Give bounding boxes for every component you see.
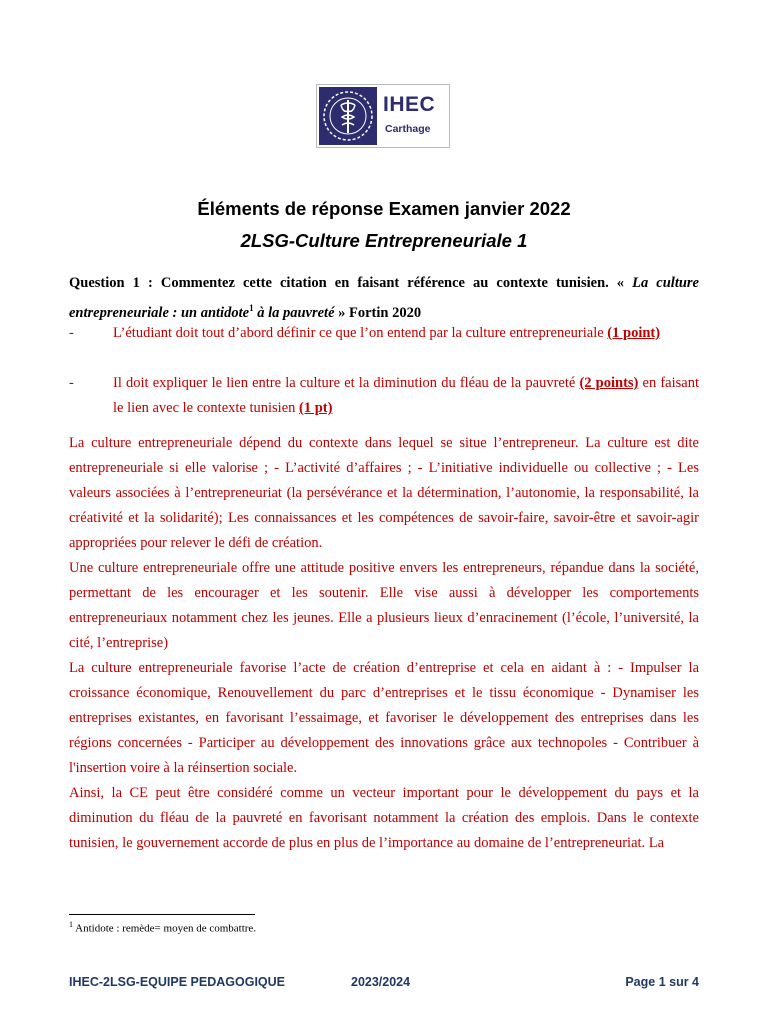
footer-page-number: Page 1 sur 4 bbox=[625, 975, 699, 989]
question-1 bbox=[69, 271, 699, 326]
logo-name: IHEC bbox=[383, 93, 436, 116]
bullet-text: L’étudiant doit tout d’abord définir ce que l’on entend par la culture entrepreneuriale bbox=[113, 325, 608, 341]
bullet-item bbox=[113, 371, 699, 421]
footnote-separator bbox=[69, 914, 255, 915]
footnote bbox=[69, 920, 256, 935]
answer-body bbox=[69, 431, 699, 856]
logo-city: Carthage bbox=[385, 123, 431, 135]
document-subtitle: 2LSG-Culture Entrepreneuriale 1 bbox=[240, 230, 528, 251]
footer-year: 2023/2024 bbox=[351, 975, 411, 989]
bullet-text: Il doit expliquer le lien entre la culture et la diminution du fléau de la pauvreté bbox=[113, 375, 580, 391]
emblem-icon bbox=[319, 87, 377, 145]
quote-author: » Fortin 2020 bbox=[334, 304, 422, 321]
bullet-item bbox=[113, 321, 699, 346]
paragraph: La culture entrepreneuriale favorise l’acte de création d’entreprise et cela en aidant à : - Impulser la croissance économique, Renouvellement du parc d’entreprises et le tissu économique - Dynamiser les entreprises existantes, en favorisant l’essaimage, et favoriser le développement des entreprises dans les régions concernées - Participer au développement des innovations grâce aux technopoles - Contribuer à l'insertion voire à la réinsertion sociale. bbox=[69, 660, 699, 776]
quote-part-1: La culture entrepreneuriale : un antidote bbox=[69, 275, 699, 321]
paragraph: La culture entrepreneuriale dépend du contexte dans lequel se situe l’entrepreneur. La culture est dite entrepreneuriale si elle valorise ; - L’activité d’affaires ; - L’initiative individuelle ou collective ; - Les valeurs associées à l’entrepreneuriat (la persévérance et la détermination, l’autonomie, la responsabilité, la créativité et la solidarité); Les connaissances et les compétences de savoir-faire, savoir-être et savoir-agir appropriées pour relever le défi de création. bbox=[69, 435, 699, 551]
quote-part-2: à la pauvreté bbox=[253, 304, 335, 321]
ihec-logo bbox=[316, 84, 450, 148]
footnote-text: Antidote : remède= moyen de combattre. bbox=[73, 922, 257, 935]
footer-team: IHEC-2LSG-EQUIPE PEDAGOGIQUE bbox=[69, 975, 286, 989]
points-mark: (1 pt) bbox=[299, 400, 333, 416]
paragraph: Ainsi, la CE peut être considéré comme un vecteur important pour le développement du pays et la diminution du fléau de la pauvreté en favorisant notamment la création des emplois. Dans le contexte tunisien, le gouvernement accorde de plus en plus de l’importance au domaine de l’entrepreneuriat. La bbox=[69, 785, 699, 851]
points-mark: (2 points) bbox=[579, 375, 639, 391]
paragraph: Une culture entrepreneuriale offre une attitude positive envers les entrepreneurs, répandue dans la société, permettant de les encourager et les soutenir. Elle vise aussi à développer les comportements entrepreneuriaux notamment chez les jeunes. Elle a plusieurs lieux d’enracinement (l’école, l’université, la cité, l’entreprise) bbox=[69, 560, 699, 651]
document-title: Éléments de réponse Examen janvier 2022 bbox=[197, 198, 571, 219]
bullet-text: en faisant le lien avec le contexte tunisien bbox=[113, 375, 699, 416]
points-mark: (1 point) bbox=[607, 325, 661, 341]
footnote-ref: 1 bbox=[249, 303, 254, 313]
footnote-number: 1 bbox=[69, 920, 73, 929]
question-label: Question 1 : Commentez cette citation en faisant référence au contexte tunisien. « bbox=[69, 275, 633, 291]
